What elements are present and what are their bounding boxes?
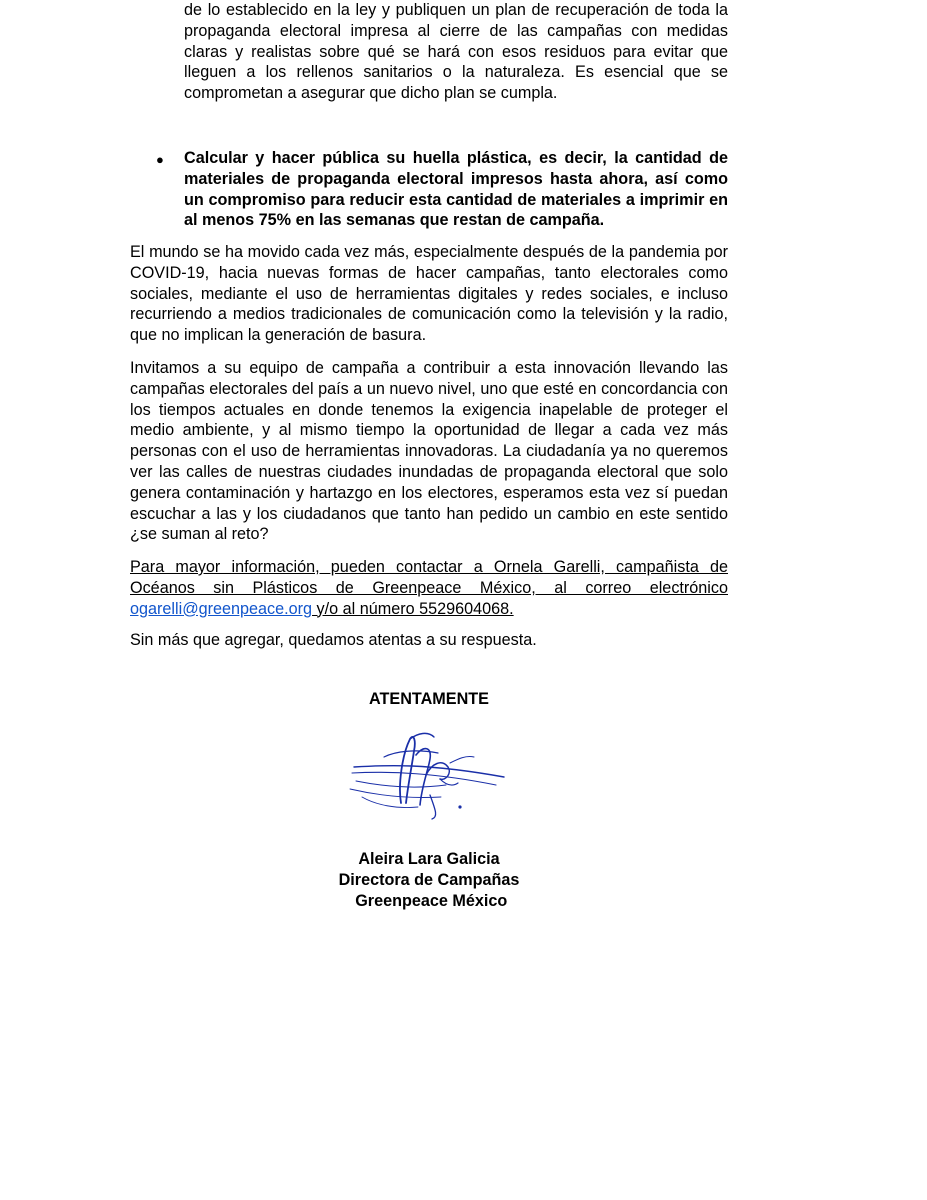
paragraph-digital-campaigns: El mundo se ha movido cada vez más, especialmente después de la pandemia por COVID-19, hacia nuevas formas de hacer campañas, tanto electorales como sociales, mediante el uso de herramientas digitales y redes sociales, e incluso recurriendo a medios tradicionales de comunicación como la televisión y la radio, que no implican la generación de basura. (130, 243, 728, 345)
signer-title: Directora de Campañas (338, 870, 520, 889)
contact-text: Para mayor información, pueden contactar a Ornela Garelli, campañista de Océanos sin Plásticos de Greenpeace México, al correo electrónico (130, 558, 728, 597)
signature-block (130, 849, 728, 911)
sign-off: ATENTAMENTE (369, 690, 489, 708)
paragraph-invitation: Invitamos a su equipo de campaña a contribuir a esta innovación llevando las campañas electorales del país a un nuevo nivel, uno que esté en concordancia con los tiempos actuales en donde tenemos la exigencia inapelable de proteger el medio ambiente, y al mismo tiempo la oportunidad de llegar a cada vez más personas con el uso de herramientas innovadoras. La ciudadanía ya no queremos ver las calles de nuestras ciudades inundadas de propaganda electoral que solo genera contaminación y hartazgo en los electores, esperamos esta vez sí puedan escuchar a las y los ciudadanos que tanto han pedido un cambio en este sentido ¿se suman al reto? (130, 359, 728, 544)
signature-image (346, 715, 512, 827)
closing-line: Sin más que agregar, quedamos atentas a su respuesta. (130, 631, 537, 649)
paragraph-contact (130, 557, 728, 619)
signer-name: Aleira Lara Galicia (358, 850, 500, 868)
bullet-item-plastic-footprint: Calcular y hacer pública su huella plástica, es decir, la cantidad de materiales de propaganda electoral impresos hasta ahora, así como un compromiso para reducir esta cantidad de materiales a imprimir en al menos 75% en las semanas que restan de campaña. (184, 149, 728, 230)
signer-organization: Greenpeace México (350, 891, 508, 910)
continuation-paragraph: de lo establecido en la ley y publiquen un plan de recuperación de toda la propaganda electoral impresa al cierre de las campañas con medidas claras y realistas sobre qué se hará con esos residuos para evitar que lleguen a los rellenos sanitarios o la naturaleza. Es esencial que se comprometan a asegurar que dicho plan se cumpla. (184, 1, 728, 103)
contact-phone-text: y/o al número 5529604068. (312, 599, 514, 618)
contact-email-link[interactable]: ogarelli@greenpeace.org (130, 599, 313, 618)
bullet-dot-icon: ● (156, 152, 164, 167)
